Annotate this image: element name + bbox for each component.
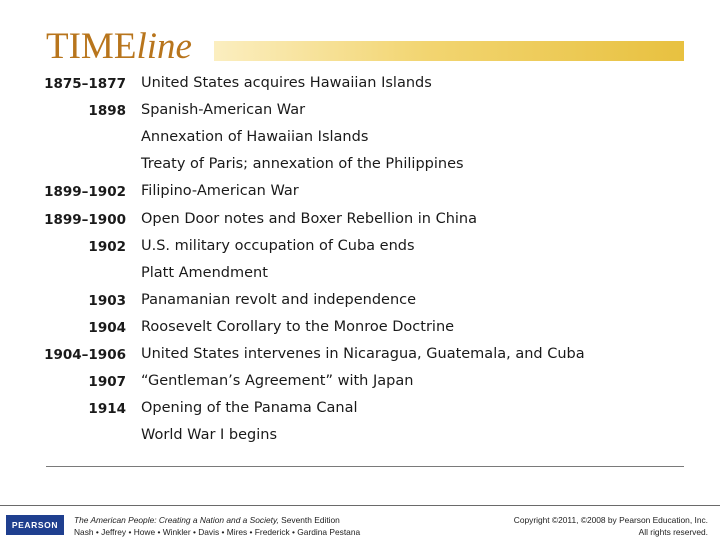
timeline-event: “Gentleman’s Agreement” with Japan [141,373,414,390]
timeline-event: U.S. military occupation of Cuba ends [141,237,415,254]
timeline-event: World War I begins [141,427,278,444]
timeline-row [0,99,720,126]
footer-edition: Seventh Edition [278,515,340,525]
timeline-row [0,153,720,180]
timeline-year: 1899–1900 [44,211,126,228]
timeline-event: Panamanian revolt and independence [141,291,417,308]
timeline-row [0,235,720,262]
timeline-event: Platt Amendment [141,264,268,281]
timeline-row [0,72,720,99]
timeline-row [0,316,720,343]
timeline-row [0,208,720,235]
footer-rights: All rights reserved. [638,527,708,537]
timeline-year: 1904 [88,319,126,336]
bottom-divider [46,466,684,467]
footer [0,505,720,541]
timeline-row [0,397,720,424]
timeline-event: Roosevelt Corollary to the Monroe Doctrine [141,318,455,335]
timeline-year: 1904–1906 [44,347,126,363]
footer-copyright-block [514,514,708,538]
timeline-row [0,289,720,316]
footer-citation [74,514,360,538]
timeline-event: United States acquires Hawaiian Islands [141,75,432,91]
timeline-year: 1899–1902 [44,184,126,201]
timeline-year: 1875–1877 [44,76,126,92]
timeline-row [0,180,720,207]
timeline-event: Spanish-American War [141,102,306,119]
timeline-event: United States intervenes in Nicaragua, Guatemala, and Cuba [141,346,585,362]
title-italic-text: line [136,26,192,67]
footer-copyright: Copyright ©2011, ©2008 by Pearson Education, Inc. [513,515,708,525]
timeline-row [0,343,720,370]
timeline-event: Open Door notes and Boxer Rebellion in China [141,210,478,227]
timeline-year: 1898 [88,103,126,120]
timeline-row [0,370,720,397]
footer-book-title: The American People: Creating a Nation and a Society, [74,515,279,525]
timeline-year: 1902 [88,238,126,255]
timeline-event: Treaty of Paris; annexation of the Philippines [141,156,464,173]
slide-title [46,28,192,65]
timeline-row [0,262,720,289]
timeline-row [0,126,720,153]
timeline-event: Filipino-American War [141,183,299,200]
pearson-logo [6,515,64,535]
footer-book-line [74,514,360,526]
timeline-event: Opening of the Panama Canal [141,400,358,417]
footer-authors: Nash • Jeffrey • Howe • Winkler • Davis • Mires • Frederick • Gardina Pestana [74,527,361,537]
title-main-text: TIME [46,26,137,67]
timeline-event: Annexation of Hawaiian Islands [141,129,369,146]
timeline-year: 1903 [88,292,126,309]
title-accent-bar [214,41,684,61]
timeline-year: 1907 [88,374,126,391]
timeline-year: 1914 [88,401,126,418]
pearson-logo-text: PEARSON [11,520,59,530]
timeline-row [0,424,720,451]
